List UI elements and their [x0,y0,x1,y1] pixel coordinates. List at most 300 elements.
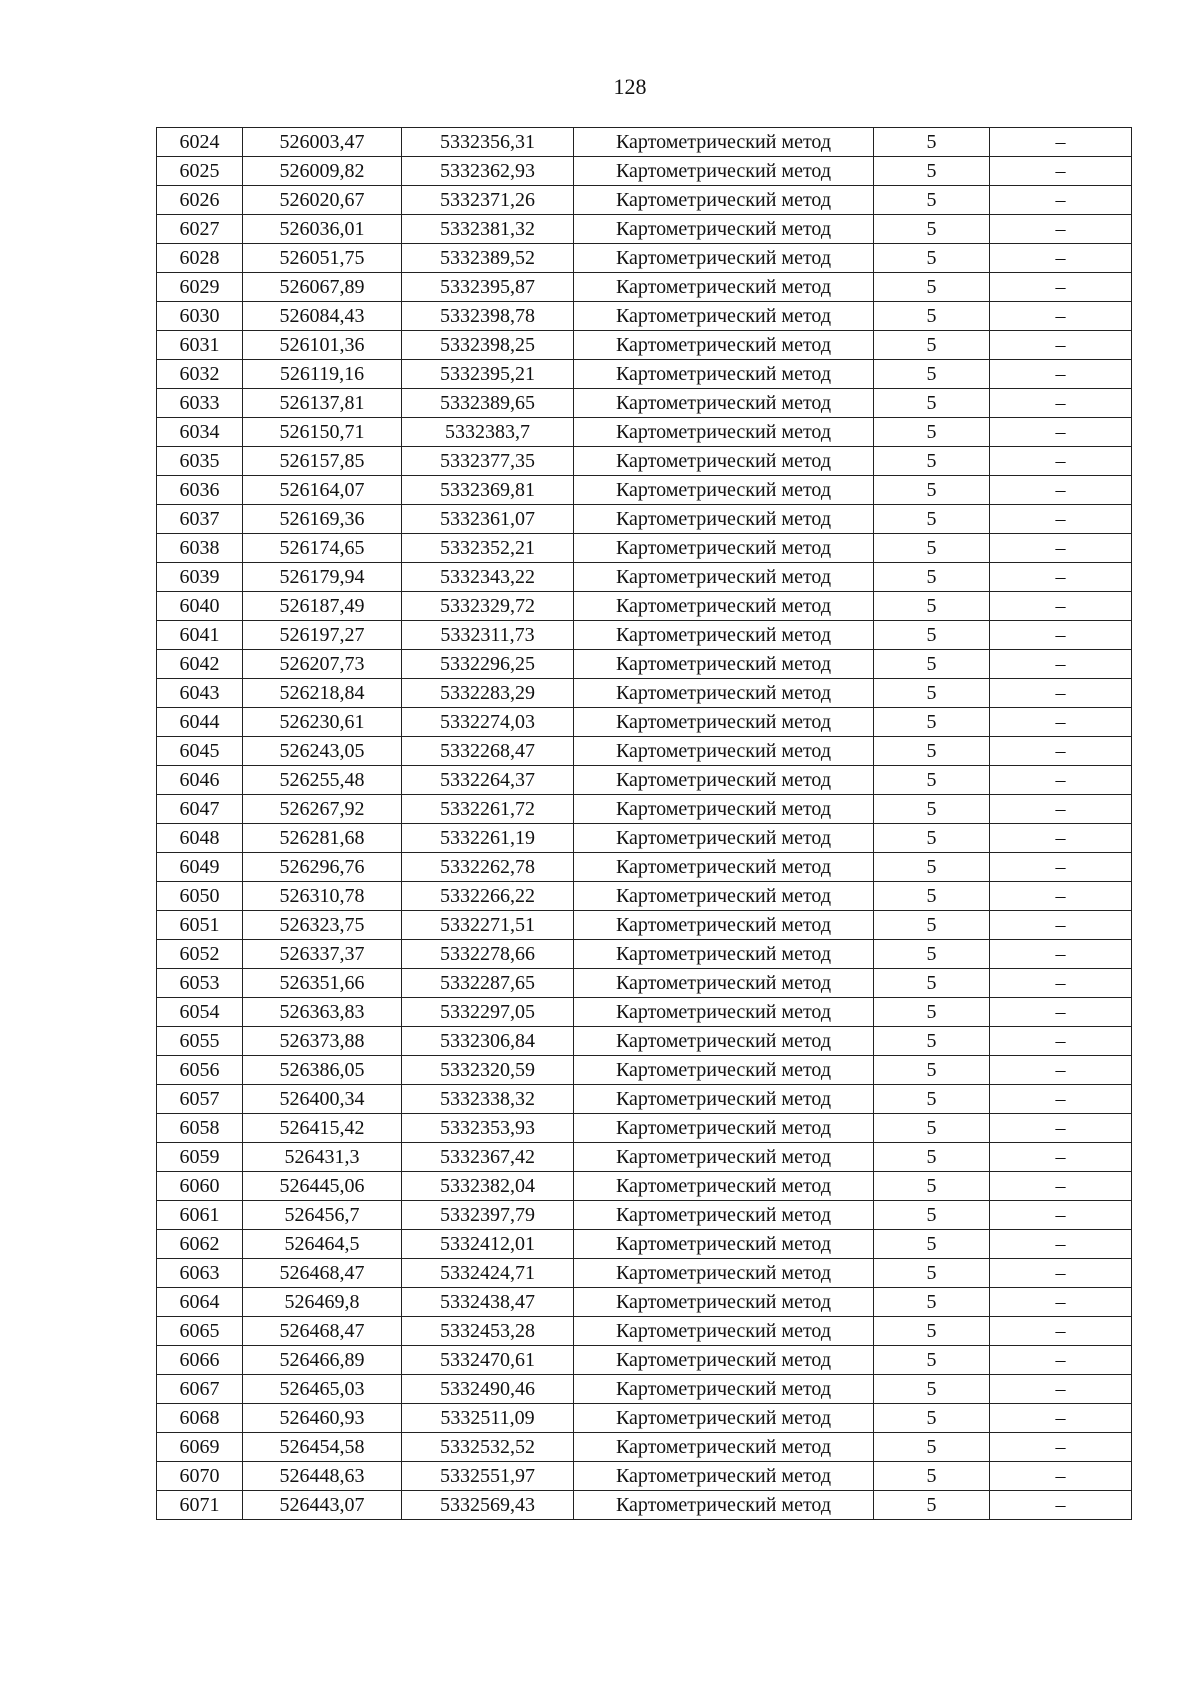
method-cell: Картометрический метод [574,1375,874,1404]
method-cell: Картометрический метод [574,679,874,708]
table-row [157,1317,1132,1346]
method-cell: Картометрический метод [574,1404,874,1433]
description-cell: – [990,1056,1132,1085]
x-coordinate-cell: 526454,58 [243,1433,402,1462]
method-cell: Картометрический метод [574,795,874,824]
x-coordinate-cell: 526460,93 [243,1404,402,1433]
method-cell: Картометрический метод [574,969,874,998]
page-number: 128 [613,74,647,99]
method-cell: Картометрический метод [574,186,874,215]
table-row [157,1462,1132,1491]
description-cell: – [990,708,1132,737]
x-coordinate-cell: 526281,68 [243,824,402,853]
method-cell: Картометрический метод [574,534,874,563]
description-cell: – [990,650,1132,679]
description-cell: – [990,476,1132,505]
method-cell: Картометрический метод [574,708,874,737]
x-coordinate-cell: 526431,3 [243,1143,402,1172]
description-cell: – [990,1404,1132,1433]
point-number-cell: 6042 [157,650,243,679]
method-cell: Картометрический метод [574,360,874,389]
accuracy-cell: 5 [874,389,990,418]
accuracy-cell: 5 [874,273,990,302]
x-coordinate-cell: 526255,48 [243,766,402,795]
method-cell: Картометрический метод [574,1056,874,1085]
x-coordinate-cell: 526310,78 [243,882,402,911]
table-row [157,650,1132,679]
y-coordinate-cell: 5332297,05 [402,998,574,1027]
point-number-cell: 6027 [157,215,243,244]
description-cell: – [990,592,1132,621]
method-cell: Картометрический метод [574,215,874,244]
method-cell: Картометрический метод [574,1172,874,1201]
x-coordinate-cell: 526164,07 [243,476,402,505]
method-cell: Картометрический метод [574,1201,874,1230]
description-cell: – [990,1027,1132,1056]
y-coordinate-cell: 5332438,47 [402,1288,574,1317]
description-cell: – [990,360,1132,389]
point-number-cell: 6035 [157,447,243,476]
table-row [157,1375,1132,1404]
point-number-cell: 6052 [157,940,243,969]
table-row [157,244,1132,273]
accuracy-cell: 5 [874,766,990,795]
y-coordinate-cell: 5332389,52 [402,244,574,273]
point-number-cell: 6069 [157,1433,243,1462]
y-coordinate-cell: 5332424,71 [402,1259,574,1288]
y-coordinate-cell: 5332398,78 [402,302,574,331]
table-row [157,1201,1132,1230]
point-number-cell: 6062 [157,1230,243,1259]
point-number-cell: 6071 [157,1491,243,1520]
y-coordinate-cell: 5332287,65 [402,969,574,998]
x-coordinate-cell: 526207,73 [243,650,402,679]
description-cell: – [990,1288,1132,1317]
description-cell: – [990,621,1132,650]
accuracy-cell: 5 [874,1317,990,1346]
x-coordinate-cell: 526337,37 [243,940,402,969]
description-cell: – [990,273,1132,302]
point-number-cell: 6053 [157,969,243,998]
description-cell: – [990,679,1132,708]
description-cell: – [990,969,1132,998]
method-cell: Картометрический метод [574,766,874,795]
description-cell: – [990,157,1132,186]
description-cell: – [990,1346,1132,1375]
accuracy-cell: 5 [874,1462,990,1491]
x-coordinate-cell: 526468,47 [243,1317,402,1346]
x-coordinate-cell: 526187,49 [243,592,402,621]
method-cell: Картометрический метод [574,563,874,592]
point-number-cell: 6028 [157,244,243,273]
table-row [157,1259,1132,1288]
table-row [157,418,1132,447]
y-coordinate-cell: 5332329,72 [402,592,574,621]
x-coordinate-cell: 526179,94 [243,563,402,592]
y-coordinate-cell: 5332352,21 [402,534,574,563]
y-coordinate-cell: 5332306,84 [402,1027,574,1056]
method-cell: Картометрический метод [574,1143,874,1172]
y-coordinate-cell: 5332395,21 [402,360,574,389]
y-coordinate-cell: 5332511,09 [402,1404,574,1433]
y-coordinate-cell: 5332551,97 [402,1462,574,1491]
y-coordinate-cell: 5332278,66 [402,940,574,969]
y-coordinate-cell: 5332264,37 [402,766,574,795]
method-cell: Картометрический метод [574,592,874,621]
method-cell: Картометрический метод [574,128,874,157]
table-row [157,882,1132,911]
table-row [157,505,1132,534]
accuracy-cell: 5 [874,302,990,331]
table-row [157,1346,1132,1375]
y-coordinate-cell: 5332569,43 [402,1491,574,1520]
y-coordinate-cell: 5332266,22 [402,882,574,911]
y-coordinate-cell: 5332377,35 [402,447,574,476]
table-row [157,186,1132,215]
accuracy-cell: 5 [874,679,990,708]
point-number-cell: 6037 [157,505,243,534]
point-number-cell: 6058 [157,1114,243,1143]
table-row [157,1114,1132,1143]
table-row [157,1288,1132,1317]
y-coordinate-cell: 5332412,01 [402,1230,574,1259]
table-row [157,563,1132,592]
y-coordinate-cell: 5332371,26 [402,186,574,215]
description-cell: – [990,1201,1132,1230]
table-row [157,1491,1132,1520]
accuracy-cell: 5 [874,1346,990,1375]
point-number-cell: 6065 [157,1317,243,1346]
method-cell: Картометрический метод [574,157,874,186]
table-row [157,1027,1132,1056]
accuracy-cell: 5 [874,1491,990,1520]
x-coordinate-cell: 526150,71 [243,418,402,447]
x-coordinate-cell: 526051,75 [243,244,402,273]
description-cell: – [990,1462,1132,1491]
point-number-cell: 6045 [157,737,243,766]
accuracy-cell: 5 [874,1085,990,1114]
x-coordinate-cell: 526323,75 [243,911,402,940]
point-number-cell: 6067 [157,1375,243,1404]
point-number-cell: 6039 [157,563,243,592]
description-cell: – [990,1259,1132,1288]
y-coordinate-cell: 5332382,04 [402,1172,574,1201]
description-cell: – [990,795,1132,824]
accuracy-cell: 5 [874,505,990,534]
table-row [157,824,1132,853]
y-coordinate-cell: 5332389,65 [402,389,574,418]
point-number-cell: 6063 [157,1259,243,1288]
table-row [157,1085,1132,1114]
x-coordinate-cell: 526267,92 [243,795,402,824]
method-cell: Картометрический метод [574,621,874,650]
table-row [157,273,1132,302]
table-row [157,157,1132,186]
x-coordinate-cell: 526386,05 [243,1056,402,1085]
accuracy-cell: 5 [874,1433,990,1462]
y-coordinate-cell: 5332320,59 [402,1056,574,1085]
description-cell: – [990,534,1132,563]
y-coordinate-cell: 5332271,51 [402,911,574,940]
x-coordinate-cell: 526169,36 [243,505,402,534]
method-cell: Картометрический метод [574,853,874,882]
table-row [157,476,1132,505]
point-number-cell: 6068 [157,1404,243,1433]
accuracy-cell: 5 [874,447,990,476]
accuracy-cell: 5 [874,650,990,679]
accuracy-cell: 5 [874,563,990,592]
table-row [157,708,1132,737]
y-coordinate-cell: 5332381,32 [402,215,574,244]
accuracy-cell: 5 [874,708,990,737]
accuracy-cell: 5 [874,1143,990,1172]
description-cell: – [990,1375,1132,1404]
method-cell: Картометрический метод [574,940,874,969]
description-cell: – [990,998,1132,1027]
x-coordinate-cell: 526230,61 [243,708,402,737]
method-cell: Картометрический метод [574,1317,874,1346]
x-coordinate-cell: 526456,7 [243,1201,402,1230]
accuracy-cell: 5 [874,592,990,621]
method-cell: Картометрический метод [574,1085,874,1114]
table-row [157,940,1132,969]
table-row [157,679,1132,708]
point-number-cell: 6025 [157,157,243,186]
table-row [157,331,1132,360]
table-row [157,592,1132,621]
y-coordinate-cell: 5332395,87 [402,273,574,302]
table-row [157,621,1132,650]
y-coordinate-cell: 5332369,81 [402,476,574,505]
point-number-cell: 6041 [157,621,243,650]
y-coordinate-cell: 5332532,52 [402,1433,574,1462]
x-coordinate-cell: 526465,03 [243,1375,402,1404]
point-number-cell: 6043 [157,679,243,708]
method-cell: Картометрический метод [574,1288,874,1317]
point-number-cell: 6032 [157,360,243,389]
accuracy-cell: 5 [874,244,990,273]
description-cell: – [990,911,1132,940]
y-coordinate-cell: 5332397,79 [402,1201,574,1230]
x-coordinate-cell: 526415,42 [243,1114,402,1143]
method-cell: Картометрический метод [574,389,874,418]
point-number-cell: 6064 [157,1288,243,1317]
y-coordinate-cell: 5332283,29 [402,679,574,708]
x-coordinate-cell: 526296,76 [243,853,402,882]
point-number-cell: 6056 [157,1056,243,1085]
x-coordinate-cell: 526067,89 [243,273,402,302]
point-number-cell: 6046 [157,766,243,795]
method-cell: Картометрический метод [574,1259,874,1288]
description-cell: – [990,853,1132,882]
description-cell: – [990,766,1132,795]
table-row [157,1230,1132,1259]
accuracy-cell: 5 [874,215,990,244]
accuracy-cell: 5 [874,1404,990,1433]
accuracy-cell: 5 [874,1027,990,1056]
description-cell: – [990,1433,1132,1462]
y-coordinate-cell: 5332361,07 [402,505,574,534]
y-coordinate-cell: 5332453,28 [402,1317,574,1346]
description-cell: – [990,331,1132,360]
method-cell: Картометрический метод [574,650,874,679]
method-cell: Картометрический метод [574,737,874,766]
accuracy-cell: 5 [874,360,990,389]
description-cell: – [990,1085,1132,1114]
method-cell: Картометрический метод [574,273,874,302]
table-row [157,911,1132,940]
table-row [157,737,1132,766]
table-row [157,360,1132,389]
accuracy-cell: 5 [874,331,990,360]
x-coordinate-cell: 526119,16 [243,360,402,389]
table-row [157,766,1132,795]
description-cell: – [990,505,1132,534]
description-cell: – [990,1143,1132,1172]
point-number-cell: 6051 [157,911,243,940]
method-cell: Картометрический метод [574,331,874,360]
point-number-cell: 6034 [157,418,243,447]
y-coordinate-cell: 5332490,46 [402,1375,574,1404]
description-cell: – [990,128,1132,157]
accuracy-cell: 5 [874,1288,990,1317]
description-cell: – [990,1491,1132,1520]
point-number-cell: 6054 [157,998,243,1027]
x-coordinate-cell: 526174,65 [243,534,402,563]
y-coordinate-cell: 5332356,31 [402,128,574,157]
x-coordinate-cell: 526464,5 [243,1230,402,1259]
accuracy-cell: 5 [874,128,990,157]
accuracy-cell: 5 [874,824,990,853]
x-coordinate-cell: 526009,82 [243,157,402,186]
accuracy-cell: 5 [874,418,990,447]
x-coordinate-cell: 526466,89 [243,1346,402,1375]
x-coordinate-cell: 526157,85 [243,447,402,476]
method-cell: Картометрический метод [574,824,874,853]
point-number-cell: 6070 [157,1462,243,1491]
x-coordinate-cell: 526243,05 [243,737,402,766]
table-row [157,998,1132,1027]
method-cell: Картометрический метод [574,1346,874,1375]
x-coordinate-cell: 526445,06 [243,1172,402,1201]
y-coordinate-cell: 5332343,22 [402,563,574,592]
point-number-cell: 6059 [157,1143,243,1172]
y-coordinate-cell: 5332268,47 [402,737,574,766]
description-cell: – [990,1172,1132,1201]
point-number-cell: 6036 [157,476,243,505]
method-cell: Картометрический метод [574,476,874,505]
point-number-cell: 6044 [157,708,243,737]
method-cell: Картометрический метод [574,1027,874,1056]
description-cell: – [990,447,1132,476]
table-row [157,969,1132,998]
table-row [157,1404,1132,1433]
accuracy-cell: 5 [874,911,990,940]
table-row [157,447,1132,476]
x-coordinate-cell: 526363,83 [243,998,402,1027]
table-row [157,1172,1132,1201]
accuracy-cell: 5 [874,998,990,1027]
method-cell: Картометрический метод [574,1114,874,1143]
accuracy-cell: 5 [874,969,990,998]
point-number-cell: 6026 [157,186,243,215]
description-cell: – [990,737,1132,766]
y-coordinate-cell: 5332367,42 [402,1143,574,1172]
point-number-cell: 6033 [157,389,243,418]
y-coordinate-cell: 5332261,72 [402,795,574,824]
accuracy-cell: 5 [874,1056,990,1085]
accuracy-cell: 5 [874,621,990,650]
y-coordinate-cell: 5332311,73 [402,621,574,650]
table-row [157,853,1132,882]
method-cell: Картометрический метод [574,447,874,476]
y-coordinate-cell: 5332338,32 [402,1085,574,1114]
accuracy-cell: 5 [874,1375,990,1404]
accuracy-cell: 5 [874,1114,990,1143]
accuracy-cell: 5 [874,476,990,505]
x-coordinate-cell: 526373,88 [243,1027,402,1056]
x-coordinate-cell: 526218,84 [243,679,402,708]
accuracy-cell: 5 [874,1230,990,1259]
table-row [157,389,1132,418]
table-row [157,1056,1132,1085]
table-row [157,128,1132,157]
y-coordinate-cell: 5332362,93 [402,157,574,186]
table-row [157,1433,1132,1462]
x-coordinate-cell: 526468,47 [243,1259,402,1288]
point-number-cell: 6038 [157,534,243,563]
point-number-cell: 6055 [157,1027,243,1056]
method-cell: Картометрический метод [574,911,874,940]
method-cell: Картометрический метод [574,505,874,534]
accuracy-cell: 5 [874,737,990,766]
accuracy-cell: 5 [874,534,990,563]
description-cell: – [990,1114,1132,1143]
accuracy-cell: 5 [874,1259,990,1288]
description-cell: – [990,1317,1132,1346]
x-coordinate-cell: 526400,34 [243,1085,402,1114]
x-coordinate-cell: 526084,43 [243,302,402,331]
x-coordinate-cell: 526101,36 [243,331,402,360]
method-cell: Картометрический метод [574,998,874,1027]
table-row [157,795,1132,824]
point-number-cell: 6047 [157,795,243,824]
table-row [157,302,1132,331]
description-cell: – [990,389,1132,418]
accuracy-cell: 5 [874,795,990,824]
method-cell: Картометрический метод [574,1230,874,1259]
point-number-cell: 6061 [157,1201,243,1230]
accuracy-cell: 5 [874,853,990,882]
point-number-cell: 6031 [157,331,243,360]
point-number-cell: 6050 [157,882,243,911]
table-row [157,534,1132,563]
x-coordinate-cell: 526036,01 [243,215,402,244]
y-coordinate-cell: 5332296,25 [402,650,574,679]
description-cell: – [990,302,1132,331]
x-coordinate-cell: 526351,66 [243,969,402,998]
method-cell: Картометрический метод [574,1433,874,1462]
accuracy-cell: 5 [874,157,990,186]
table-row [157,215,1132,244]
point-number-cell: 6057 [157,1085,243,1114]
accuracy-cell: 5 [874,940,990,969]
method-cell: Картометрический метод [574,1491,874,1520]
y-coordinate-cell: 5332353,93 [402,1114,574,1143]
point-number-cell: 6060 [157,1172,243,1201]
accuracy-cell: 5 [874,1201,990,1230]
method-cell: Картометрический метод [574,418,874,447]
